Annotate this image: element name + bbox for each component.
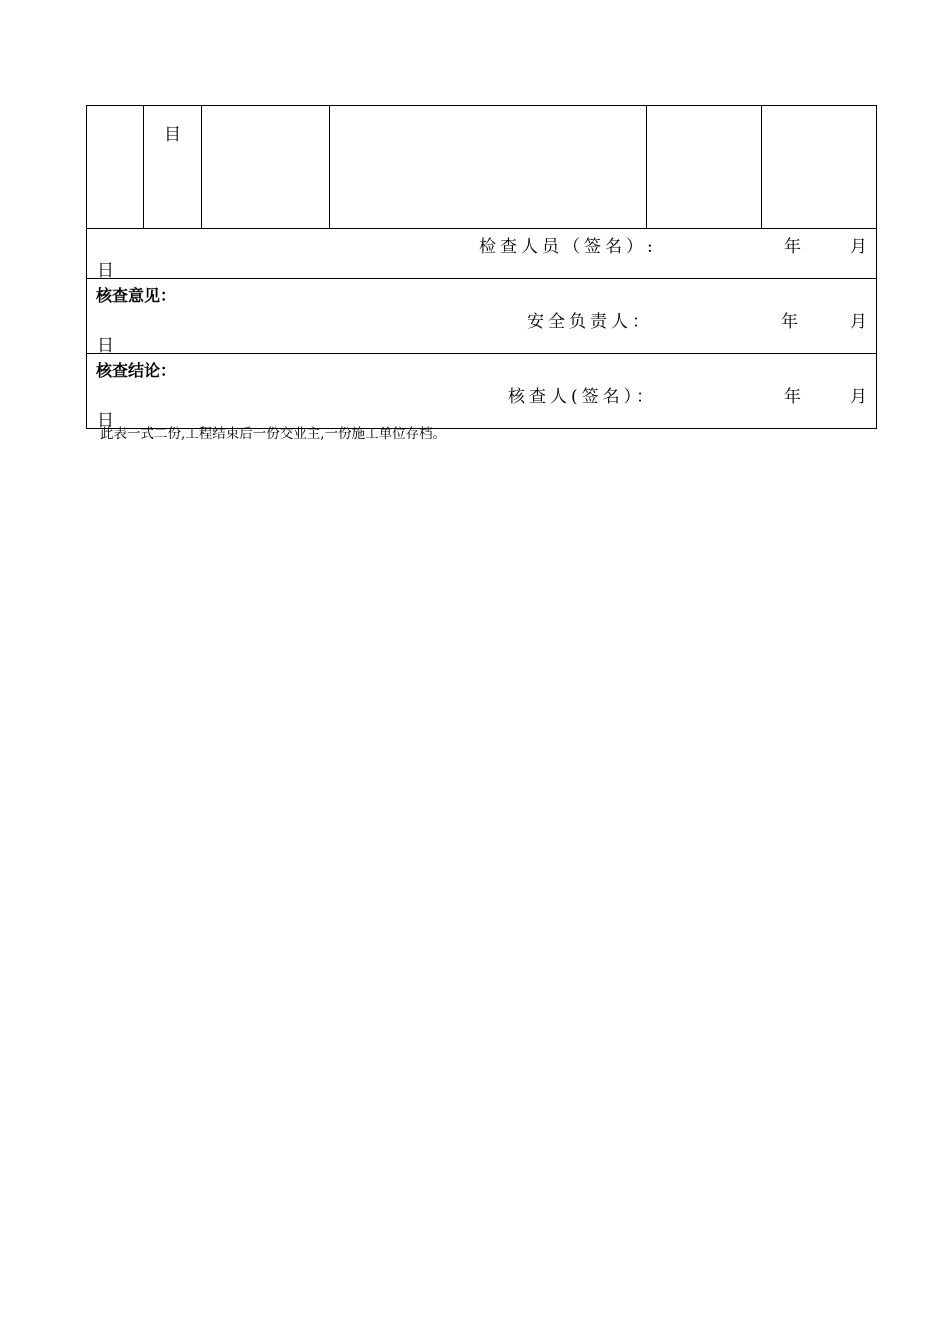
item-cell-5 — [647, 106, 762, 229]
inspector-signature-label: 检查人员（签名）: — [479, 237, 657, 257]
item-label: 目 — [164, 125, 181, 145]
opinion-day-label: 日 — [97, 336, 114, 356]
footer-note: 此表一式二份,工程结束后一份交业主,一份施工单位存档。 — [100, 426, 447, 442]
conclusion-month-label: 月 — [850, 387, 867, 407]
conclusion-heading: 核查结论： — [96, 361, 177, 380]
conclusion-day-label: 日 — [97, 411, 114, 431]
inspection-cell — [87, 229, 877, 279]
inspection-row — [87, 229, 877, 279]
conclusion-year-label: 年 — [784, 387, 801, 407]
opinion-cell — [87, 279, 877, 354]
item-row — [87, 106, 877, 229]
form-table — [86, 105, 877, 429]
item-label-cell — [144, 106, 202, 229]
item-cell-6 — [762, 106, 877, 229]
opinion-year-label: 年 — [781, 312, 798, 332]
inspection-form — [86, 105, 876, 429]
safety-officer-label: 安全负责人： — [527, 312, 653, 332]
inspection-month-label: 月 — [850, 237, 867, 257]
inspection-day-label: 日 — [97, 261, 114, 281]
reviewer-signature-label: 核查人(签名）： — [508, 387, 658, 407]
opinion-heading: 核查意见： — [96, 286, 177, 305]
conclusion-row — [87, 354, 877, 429]
item-cell-4 — [330, 106, 647, 229]
item-cell-3 — [202, 106, 330, 229]
item-cell-1 — [87, 106, 144, 229]
opinion-month-label: 月 — [850, 312, 867, 332]
conclusion-cell — [87, 354, 877, 429]
opinion-row — [87, 279, 877, 354]
inspection-year-label: 年 — [784, 237, 801, 257]
